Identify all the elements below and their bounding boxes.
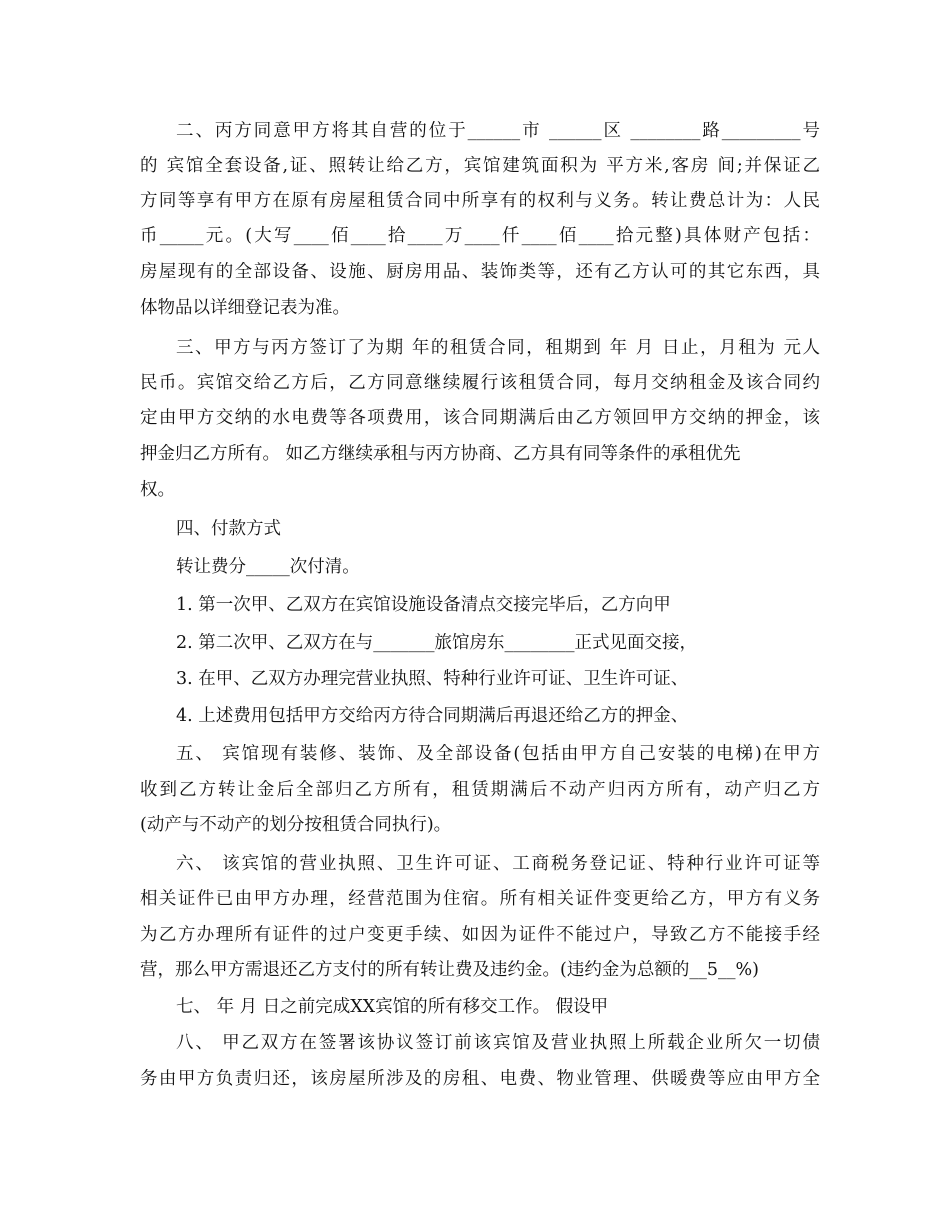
paragraph-line: 五、 宾馆现有装修、装饰、及全部设备(包括由甲方自己安装的电梯)在甲方 <box>176 744 820 764</box>
paragraph-line: 营，那么甲方需退还乙方支付的所有转让费及违约金。(违约金为总额的__5__%) <box>140 960 759 980</box>
paragraph-line: 押金归乙方所有。 如乙方继续承租与丙方协商、乙方具有同等条件的承租优先 <box>140 444 741 464</box>
paragraph-line: 方同等享有甲方在原有房屋租赁合同中所享有的权利与义务。转让费总计为：人民 <box>140 191 820 211</box>
paragraph-line: 收到乙方转让金后全部归乙方所有，租赁期满后不动产归丙方所有，动产归乙方 <box>140 780 820 800</box>
list-item: 1. 第一次甲、乙双方在宾馆设施设备清点交接完毕后，乙方向甲 <box>176 595 671 615</box>
list-item: 4. 上述费用包括甲方交给丙方待合同期满后再退还给乙方的押金、 <box>176 706 689 726</box>
paragraph-line: 相关证件已由甲方办理，经营范围为住宿。所有相关证件变更给乙方，甲方有义务 <box>140 889 820 909</box>
paragraph-line: (动产与不动产的划分按租赁合同执行)。 <box>140 815 452 835</box>
paragraph-line: 币_____元。(大写____佰____拾____万____仟____佰____拾元整)具体财产包括： <box>140 226 820 246</box>
paragraph-line: 的 宾馆全套设备,证、照转让给乙方，宾馆建筑面积为 平方米,客房 间;并保证乙 <box>140 156 820 176</box>
paragraph-line: 六、 该宾馆的营业执照、卫生许可证、工商税务登记证、特种行业许可证等 <box>176 854 820 874</box>
paragraph-line: 民币。宾馆交给乙方后，乙方同意继续履行该租赁合同，每月交纳租金及该合同约 <box>140 373 820 393</box>
list-item: 2. 第二次甲、乙双方在与_______旅馆房东________正式见面交接， <box>176 633 698 653</box>
paragraph-line: 为乙方办理所有证件的过户变更手续、如因为证件不能过户，导致乙方不能接手经 <box>140 925 820 945</box>
paragraph-line: 务由甲方负责归还，该房屋所涉及的房租、电费、物业管理、供暖费等应由甲方全 <box>140 1069 820 1089</box>
paragraph-line: 七、 年 月 日之前完成XX宾馆的所有移交工作。 假设甲 <box>176 997 609 1017</box>
section-heading: 四、付款方式 <box>176 519 281 539</box>
paragraph-line: 体物品以详细登记表为准。 <box>140 298 350 318</box>
paragraph-line: 定由甲方交纳的水电费等各项费用，该合同期满后由乙方领回甲方交纳的押金，该 <box>140 408 820 428</box>
paragraph-line: 权。 <box>140 480 175 500</box>
paragraph-line: 二、丙方同意甲方将其自营的位于______市 ______区 ________路_________号 <box>176 121 820 141</box>
list-item: 3. 在甲、乙双方办理完营业执照、特种行业许可证、卫生许可证、 <box>176 669 689 689</box>
paragraph-line: 转让费分_____次付清。 <box>176 557 360 577</box>
paragraph-line: 三、甲方与丙方签订了为期 年的租赁合同，租期到 年 月 日止，月租为 元人 <box>176 338 820 358</box>
paragraph-line: 八、 甲乙双方在签署该协议签订前该宾馆及营业执照上所载企业所欠一切债 <box>176 1033 820 1053</box>
paragraph-line: 房屋现有的全部设备、设施、厨房用品、装饰类等，还有乙方认可的其它东西，具 <box>140 262 820 282</box>
